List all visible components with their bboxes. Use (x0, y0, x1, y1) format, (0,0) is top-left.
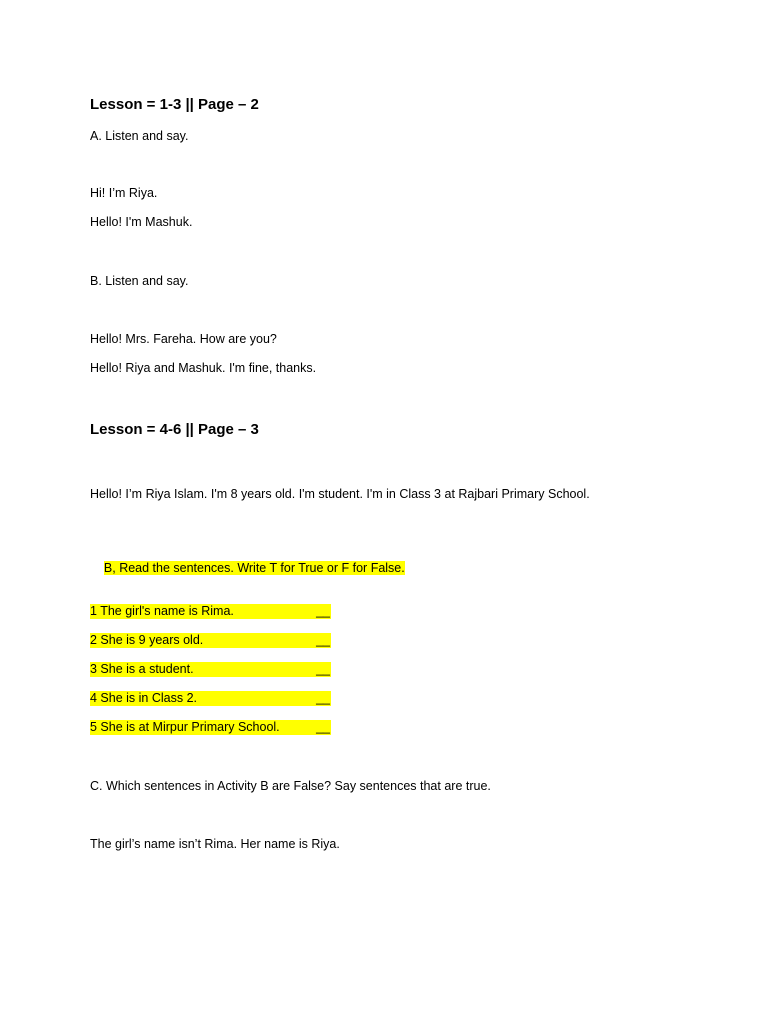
highlighted-text: B, Read the sentences. Write T for True or F for False. (103, 561, 405, 575)
statement-text: 1 The girl's name is Rima. (90, 604, 234, 618)
answer-blank[interactable]: __ (316, 662, 330, 676)
statement-item (90, 662, 331, 677)
statement-item (90, 604, 331, 619)
statement-text: 2 She is 9 years old. (90, 633, 204, 647)
lesson-1-heading: Lesson = 1-3 || Page – 2 (90, 96, 259, 113)
statement-item (90, 691, 331, 706)
statement-text: 5 She is at Mirpur Primary School. (90, 720, 280, 734)
true-false-instructions (90, 546, 405, 591)
dialogue-line: Hello! Riya and Mashuk. I'm fine, thanks. (90, 361, 317, 375)
reading-passage: Hello! I’m Riya Islam. I'm 8 years old. I'm student. I'm in Class 3 at Rajbari Primary School. (90, 487, 590, 501)
statement-item (90, 633, 331, 648)
dialogue-line: Hello! Mrs. Fareha. How are you? (90, 332, 277, 346)
section-a-title: A. Listen and say. (90, 129, 189, 143)
answer-blank[interactable]: __ (316, 691, 330, 705)
statement-item (90, 720, 331, 735)
answer-blank[interactable]: __ (316, 720, 330, 734)
lesson-2-heading: Lesson = 4-6 || Page – 3 (90, 421, 259, 438)
answer-blank[interactable]: __ (316, 633, 330, 647)
section-c-title: C. Which sentences in Activity B are False? Say sentences that are true. (90, 779, 491, 793)
answer-blank[interactable]: __ (316, 604, 330, 618)
statement-text: 4 She is in Class 2. (90, 691, 197, 705)
statement-text: 3 She is a student. (90, 662, 194, 676)
dialogue-line: Hi! I’m Riya. (90, 186, 158, 200)
section-b-title: B. Listen and say. (90, 274, 189, 288)
section-c-answer: The girl’s name isn’t Rima. Her name is Riya. (90, 837, 340, 851)
dialogue-line: Hello! I'm Mashuk. (90, 215, 193, 229)
